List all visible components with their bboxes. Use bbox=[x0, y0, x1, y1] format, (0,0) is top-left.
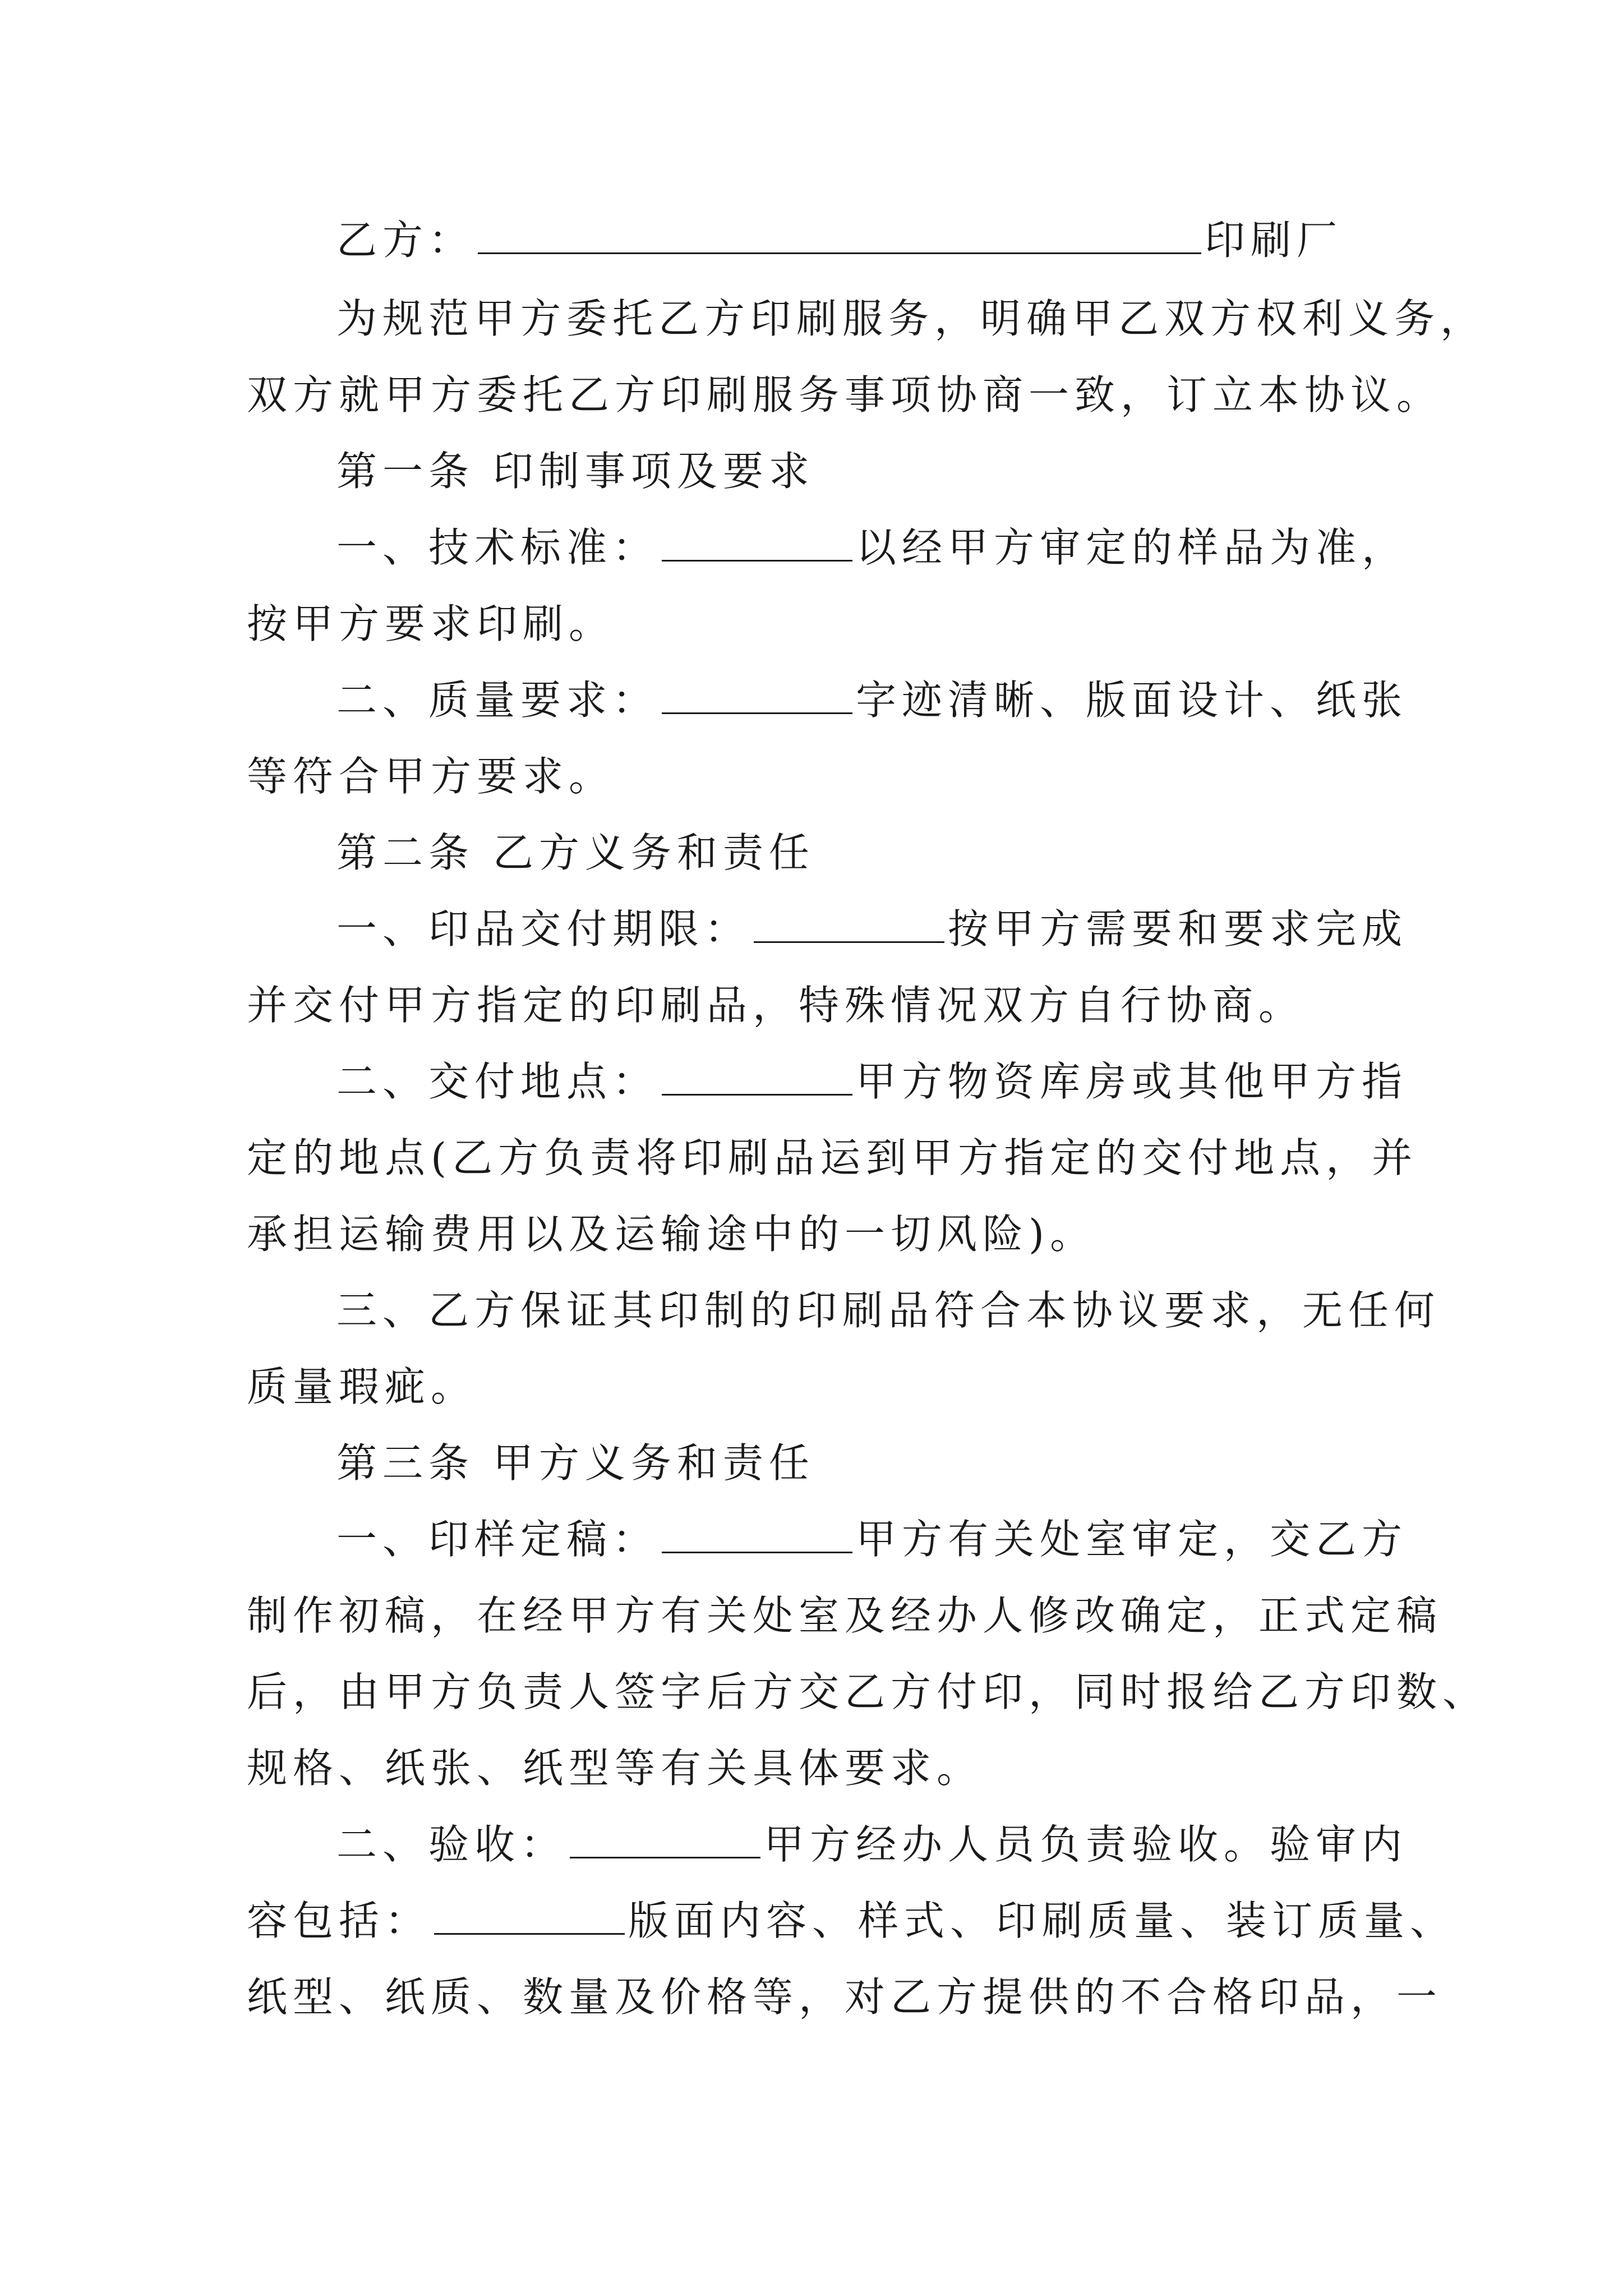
a1-clause-2-cont: 等符合甲方要求。 bbox=[247, 753, 615, 800]
a3-clause-2-cont-label: 容包括： bbox=[247, 1897, 431, 1944]
a3-clause-1-blank bbox=[662, 1517, 852, 1553]
intro-line-2: 双方就甲方委托乙方印刷服务事项协商一致，订立本协议。 bbox=[247, 371, 1443, 418]
a3-clause-2 bbox=[336, 1818, 1408, 1871]
party-b-label: 乙方： bbox=[336, 217, 475, 264]
article-1-title: 第一条 印制事项及要求 bbox=[336, 448, 815, 495]
party-b-suffix: 印刷厂 bbox=[1205, 217, 1343, 264]
article-3-title: 第三条 甲方义务和责任 bbox=[336, 1439, 815, 1487]
a3-clause-2-blank bbox=[570, 1822, 760, 1858]
a1-clause-1-label: 一、技术标准： bbox=[336, 524, 659, 571]
a2-clause-2-blank bbox=[662, 1059, 852, 1096]
party-b-blank bbox=[478, 218, 1201, 254]
a1-clause-2 bbox=[336, 673, 1408, 727]
a2-clause-2 bbox=[336, 1055, 1408, 1108]
a3-clause-1-cont-3: 规格、纸张、纸型等有关具体要求。 bbox=[247, 1745, 983, 1792]
party-b-line bbox=[336, 213, 1343, 267]
a3-clause-1-label: 一、印样定稿： bbox=[336, 1516, 659, 1563]
a1-clause-1-text: 以经甲方审定的样品为准， bbox=[856, 524, 1408, 571]
a3-clause-1 bbox=[336, 1512, 1408, 1566]
a2-clause-2-cont-2: 承担运输费用以及运输途中的一切风险)。 bbox=[247, 1211, 1096, 1258]
a2-clause-3-cont: 质量瑕疵。 bbox=[247, 1363, 477, 1410]
a2-clause-2-cont-1: 定的地点(乙方负责将印刷品运到甲方指定的交付地点，并 bbox=[247, 1134, 1418, 1181]
a1-clause-1-blank bbox=[662, 525, 852, 562]
a2-clause-3: 三、乙方保证其印制的印刷品符合本协议要求，无任何 bbox=[336, 1287, 1441, 1334]
a2-clause-2-label: 二、交付地点： bbox=[336, 1058, 659, 1105]
a1-clause-2-blank bbox=[662, 678, 852, 714]
a3-clause-2-cont-blank bbox=[434, 1898, 625, 1935]
a1-clause-2-label: 二、质量要求： bbox=[336, 677, 659, 724]
a3-clause-2-label: 二、验收： bbox=[336, 1821, 567, 1868]
a2-clause-1-label: 一、印品交付期限： bbox=[336, 905, 751, 953]
a1-clause-2-text: 字迹清晰、版面设计、纸张 bbox=[856, 677, 1408, 724]
a1-clause-1-cont: 按甲方要求印刷。 bbox=[247, 600, 615, 647]
a2-clause-1-blank bbox=[754, 907, 944, 943]
a2-clause-1-text: 按甲方需要和要求完成 bbox=[948, 905, 1408, 953]
a3-clause-2-text: 甲方经办人员负责验收。验审内 bbox=[764, 1821, 1408, 1868]
a3-clause-2-cont-2: 纸型、纸质、数量及价格等，对乙方提供的不合格印品，一 bbox=[247, 1973, 1443, 2021]
a3-clause-1-text: 甲方有关处室审定，交乙方 bbox=[856, 1516, 1408, 1563]
a3-clause-1-cont-2: 后，由甲方负责人签字后方交乙方付印，同时报给乙方印数、 bbox=[247, 1668, 1489, 1715]
a2-clause-1 bbox=[336, 902, 1408, 956]
a3-clause-2-cont-text: 版面内容、样式、印刷质量、装订质量、 bbox=[628, 1897, 1456, 1944]
a2-clause-2-text: 甲方物资库房或其他甲方指 bbox=[856, 1058, 1408, 1105]
a3-clause-1-cont-1: 制作初稿，在经甲方有关处室及经办人修改确定，正式定稿 bbox=[247, 1592, 1443, 1639]
a3-clause-2-cont-1 bbox=[247, 1894, 1456, 1948]
intro-line-1: 为规范甲方委托乙方印刷服务，明确甲乙双方权利义务， bbox=[336, 295, 1487, 342]
a2-clause-1-cont: 并交付甲方指定的印刷品，特殊情况双方自行协商。 bbox=[247, 982, 1305, 1029]
a1-clause-1 bbox=[336, 521, 1408, 574]
article-2-title: 第二条 乙方义务和责任 bbox=[336, 829, 815, 876]
